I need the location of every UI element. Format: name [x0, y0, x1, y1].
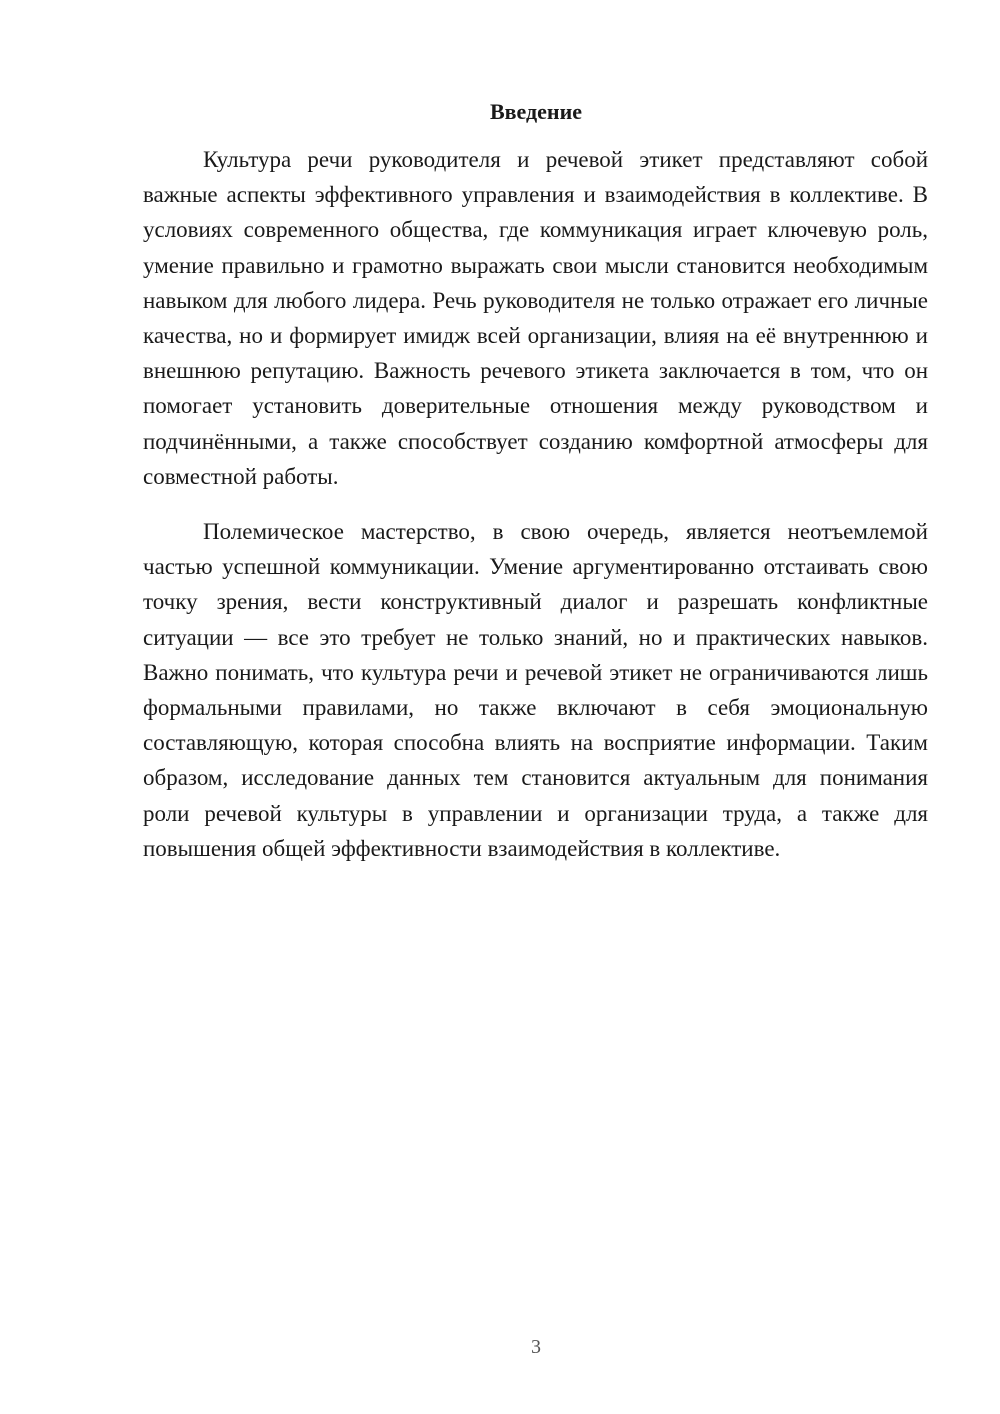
body-text — [143, 142, 928, 866]
page-number: 3 — [531, 1336, 541, 1358]
paragraph-1: Культура речи руководителя и речевой этикет представляют собой важные аспекты эффективного управления и взаимодействия в коллективе. В условиях современного общества, где коммуникация играет ключевую роль, умение правильно и грамотно выражать свои мысли становится необходимым навыком для любого лидера. Речь руководителя не только отражает его личные качества, но и формирует имидж всей организации, влияя на её внутреннюю и внешнюю репутацию. Важность речевого этикета заключается в том, что он помогает установить доверительные отношения между руководством и подчинёнными, а также способствует созданию комфортной атмосферы для совместной работы. — [143, 147, 928, 489]
paragraph-2: Полемическое мастерство, в свою очередь, является неотъемлемой частью успешной коммуникации. Умение аргументированно отстаивать свою точку зрения, вести конструктивный диалог и разрешать конфликтные ситуации — все это требует не только знаний, но и практических навыков. Важно понимать, что культура речи и речевой этикет не ограничиваются лишь формальными правилами, но также включают в себя эмоциональную составляющую, которая способна влиять на восприятие информации. Таким образом, исследование данных тем становится актуальным для понимания роли речевой культуры в управлении и организации труда, а также для повышения общей эффективности взаимодействия в коллективе. — [143, 519, 928, 861]
page-title: Введение — [489, 99, 583, 124]
